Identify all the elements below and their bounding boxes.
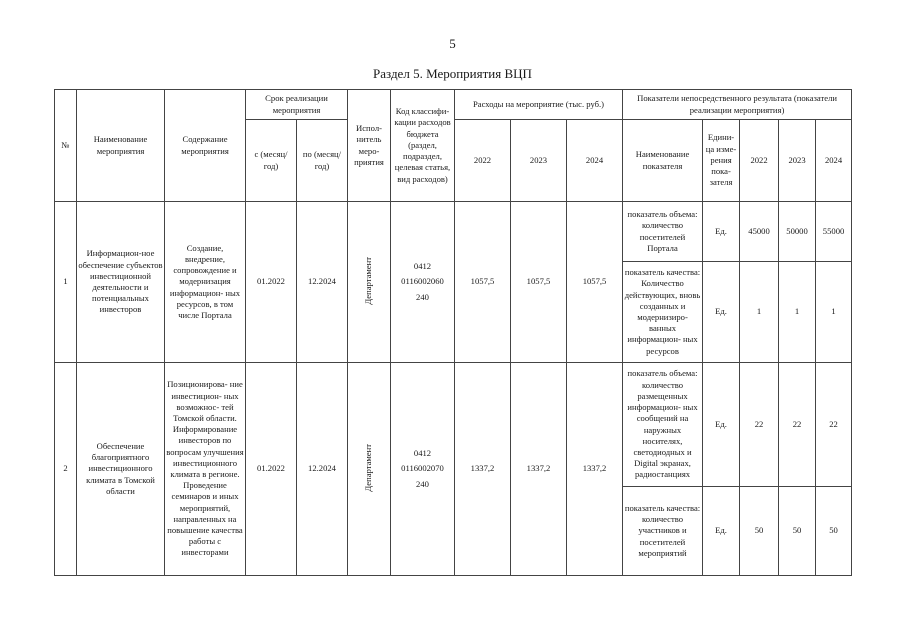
header-code: Код классифи- кации расходов бюджета (раздел, подраздел, целевая статья, вид расходов) [391,90,455,202]
indicator-unit: Ед. [703,262,740,363]
header-from: с (месяц/ год) [246,120,297,202]
expense-2024: 1057,5 [567,202,623,363]
code-target: 0116002070 [401,463,444,474]
section-title: Раздел 5. Мероприятия ВЦП [373,66,532,81]
page-number: 5 [449,36,456,51]
header-expenses: Расходы на мероприятие (тыс. руб.) [455,90,623,120]
indicator-name: показатель объема: количество размещенных информацион- ных сообщений на наружных носителях, светодиодных и Digital экранах, радиостанциях [623,363,703,487]
indicator-2023: 1 [779,262,816,363]
expense-2022: 1057,5 [455,202,511,363]
header-indicator-year-2022: 2022 [740,120,779,202]
code-type: 240 [416,478,429,489]
header-to: по (месяц/ год) [297,120,348,202]
executor-label: Департамент [363,256,374,305]
header-unit: Едини- ца изме- рения пока- зателя [703,120,740,202]
indicator-name: показатель качества: Количество действующих, вновь созданных и модернизиро- ванных информацион- ных ресурсов [623,262,703,363]
row-num: 2 [55,363,77,576]
header-row-1 [55,90,852,120]
period-to: 12.2024 [297,202,348,363]
indicator-2024: 1 [816,262,852,363]
indicator-2022: 50 [740,487,779,576]
header-expense-year-2024: 2024 [567,120,623,202]
table-row [55,202,852,262]
indicator-name: показатель качества: количество участников и посетителей мероприятий [623,487,703,576]
indicator-2024: 55000 [816,202,852,262]
header-num: № [55,90,77,202]
row-num: 1 [55,202,77,363]
indicator-2024: 50 [816,487,852,576]
executor-label: Департамент [363,443,374,492]
code-section: 0412 [413,261,432,272]
expense-2024: 1337,2 [567,363,623,576]
indicator-unit: Ед. [703,202,740,262]
expense-2023: 1337,2 [511,363,567,576]
code-target: 0116002060 [401,276,444,287]
budget-code [391,363,455,576]
header-indicator-name: Наименование показателя [623,120,703,202]
code-section: 0412 [413,448,432,459]
header-period: Срок реализации мероприятия [246,90,348,120]
activity-content: Создание, внедрение, сопровождение и модернизация информацион- ных ресурсов, в том числе Портала [165,202,246,363]
activity-content: Позиционирова- ние инвестицион- ных возможнос- тей Томской области. Информирование инвесторов по вопросам улучшения инвестиционного климата в регионе. Проведение семинаров и иных мероприятий, направленных на повышение качества работы с инвесторами [165,363,246,576]
header-expense-year-2023: 2023 [511,120,567,202]
activities-table [54,89,852,576]
expense-2023: 1057,5 [511,202,567,363]
expense-2022: 1337,2 [455,363,511,576]
executor-cell [348,202,391,363]
indicator-2024: 22 [816,363,852,487]
indicator-unit: Ед. [703,487,740,576]
header-indicators: Показатели непосредственного результата (показатели реализации мероприятия) [623,90,852,120]
indicator-2023: 50 [779,487,816,576]
code-type: 240 [416,291,429,302]
header-expense-year-2022: 2022 [455,120,511,202]
activity-name: Обеспечение благоприятного инвестиционного климата в Томской области [77,363,165,576]
indicator-unit: Ед. [703,363,740,487]
indicator-2022: 22 [740,363,779,487]
activity-name: Информацион-ное обеспечение субъектов инвестиционной деятельности и потенциальных инвесторов [77,202,165,363]
indicator-name: показатель объема: количество посетителей Портала [623,202,703,262]
indicator-2023: 22 [779,363,816,487]
header-content: Содержание мероприятия [165,90,246,202]
indicator-2022: 1 [740,262,779,363]
header-executor: Испол- нитель меро- приятия [348,90,391,202]
indicator-2022: 45000 [740,202,779,262]
header-name: Наименование мероприятия [77,90,165,202]
executor-cell [348,363,391,576]
indicator-2023: 50000 [779,202,816,262]
header-indicator-year-2023: 2023 [779,120,816,202]
header-indicator-year-2024: 2024 [816,120,852,202]
period-to: 12.2024 [297,363,348,576]
budget-code [391,202,455,363]
period-from: 01.2022 [246,363,297,576]
period-from: 01.2022 [246,202,297,363]
table-row [55,363,852,487]
